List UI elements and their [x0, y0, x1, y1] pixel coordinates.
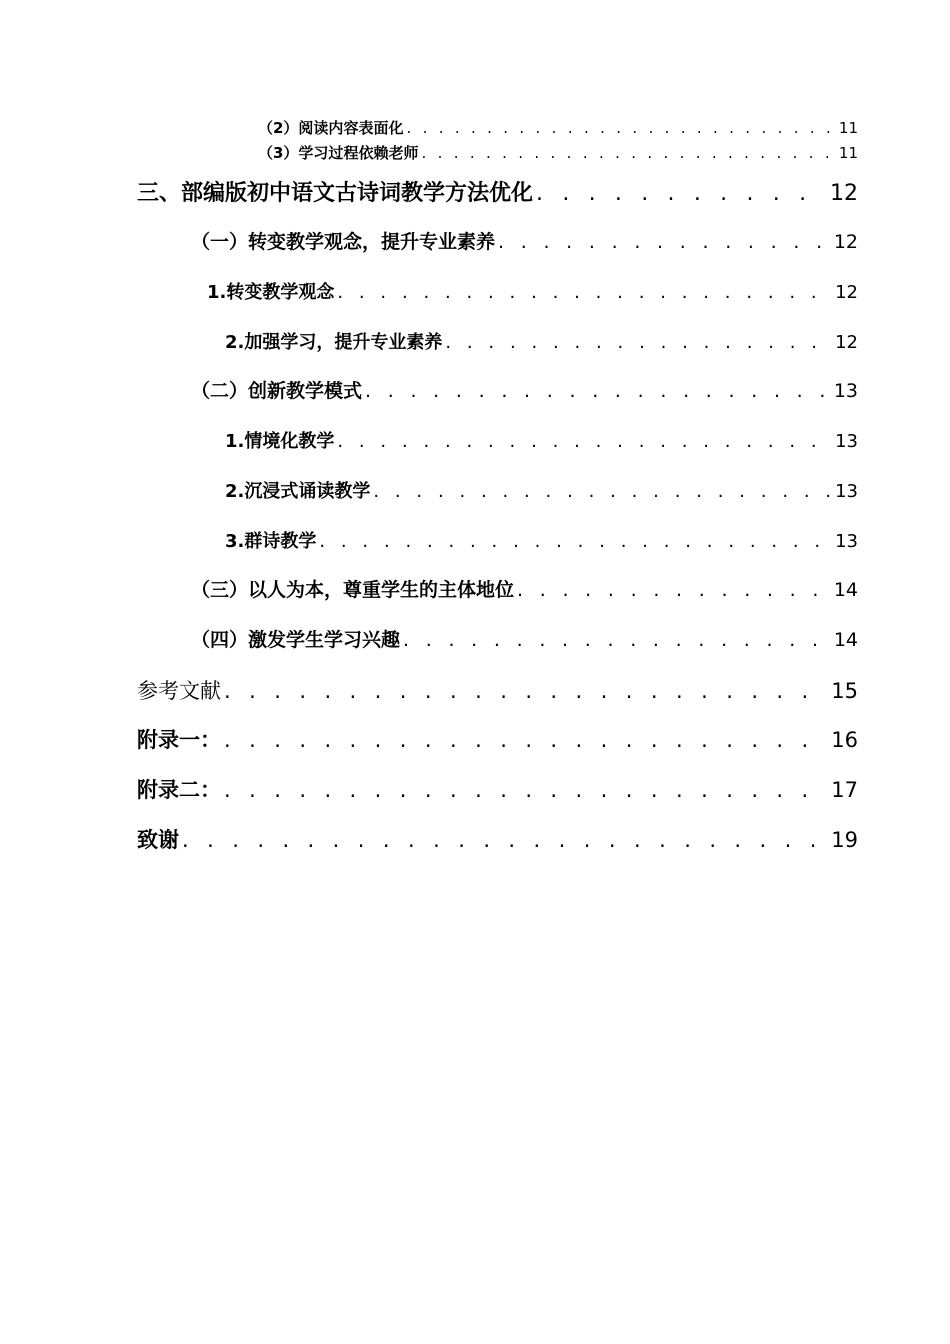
toc-entry-page: 14: [833, 579, 858, 601]
toc-entry-page: 12: [830, 181, 858, 206]
toc-entry-title: 3.群诗教学: [225, 531, 317, 552]
toc-entry-title: 附录二：: [137, 778, 221, 802]
toc-entry[interactable]: [191, 376, 858, 403]
toc-entry-page: 11: [838, 144, 858, 162]
toc-entry-title: 参考文献: [137, 679, 221, 703]
toc-entry-title: 致谢: [137, 828, 179, 852]
toc-entry-title: 2.加强学习，提升专业素养: [225, 332, 443, 353]
toc-entry-page: 19: [831, 828, 858, 852]
toc-entry-title: 附录一：: [137, 728, 221, 752]
toc-entry[interactable]: [225, 477, 858, 503]
toc-entry-page: 12: [835, 332, 858, 353]
toc-entry-page: 12: [835, 282, 858, 303]
toc-entry[interactable]: [258, 142, 858, 163]
toc-entry-title: （二）创新教学模式: [191, 380, 363, 402]
dot-leader: [421, 144, 835, 162]
dot-leader: [319, 531, 832, 552]
toc-entry-title: 三、部编版初中语文古诗词教学方法优化: [137, 181, 534, 206]
toc-entry[interactable]: [137, 824, 858, 854]
toc-entry[interactable]: [225, 527, 858, 553]
toc-entry-page: 15: [831, 679, 858, 703]
toc-entry[interactable]: [258, 117, 858, 138]
toc-entry-page: 17: [831, 778, 858, 802]
toc-entry[interactable]: [225, 328, 858, 354]
dot-leader: [445, 332, 832, 353]
toc-entry-title: 1.转变教学观念: [207, 282, 335, 303]
toc-entry-title: 1.情境化教学: [225, 431, 335, 452]
dot-leader: [403, 629, 831, 651]
dot-leader: [224, 679, 828, 703]
dot-leader: [517, 579, 831, 601]
toc-entry-page: 16: [831, 728, 858, 752]
dot-leader: [337, 431, 832, 452]
toc-entry[interactable]: [207, 278, 858, 304]
toc-entry-title: （3）学习过程依赖老师: [258, 144, 419, 162]
toc-entry[interactable]: [191, 625, 858, 652]
dot-leader: [337, 282, 832, 303]
toc-entry[interactable]: [137, 675, 858, 705]
dot-leader: [373, 481, 832, 502]
toc-entry[interactable]: [137, 724, 858, 754]
toc-entry-page: 12: [833, 231, 858, 253]
toc-entry-title: （四）激发学生学习兴趣: [191, 629, 401, 651]
dot-leader: [365, 380, 831, 402]
toc-entry[interactable]: [137, 774, 858, 804]
dot-leader: [536, 181, 827, 206]
toc-entry[interactable]: [137, 176, 858, 207]
toc-entry[interactable]: [191, 575, 858, 602]
toc-entry-page: 13: [835, 531, 858, 552]
dot-leader: [224, 728, 828, 752]
toc-entry-title: （三）以人为本，尊重学生的主体地位: [191, 579, 515, 601]
dot-leader: [182, 828, 828, 852]
toc-entry-title: （一）转变教学观念，提升专业素养: [191, 231, 496, 253]
dot-leader: [406, 119, 835, 137]
toc-entry-title: 2.沉浸式诵读教学: [225, 481, 371, 502]
toc-entry-page: 14: [833, 629, 858, 651]
toc-entry-page: 13: [833, 380, 858, 402]
dot-leader: [224, 778, 828, 802]
toc-entry-page: 13: [835, 431, 858, 452]
toc-entry-page: 11: [838, 119, 858, 137]
toc-entry-page: 13: [835, 481, 858, 502]
toc-entry-title: （2）阅读内容表面化: [258, 119, 404, 137]
toc-entry[interactable]: [225, 427, 858, 453]
toc-entry[interactable]: [191, 227, 858, 254]
dot-leader: [498, 231, 831, 253]
